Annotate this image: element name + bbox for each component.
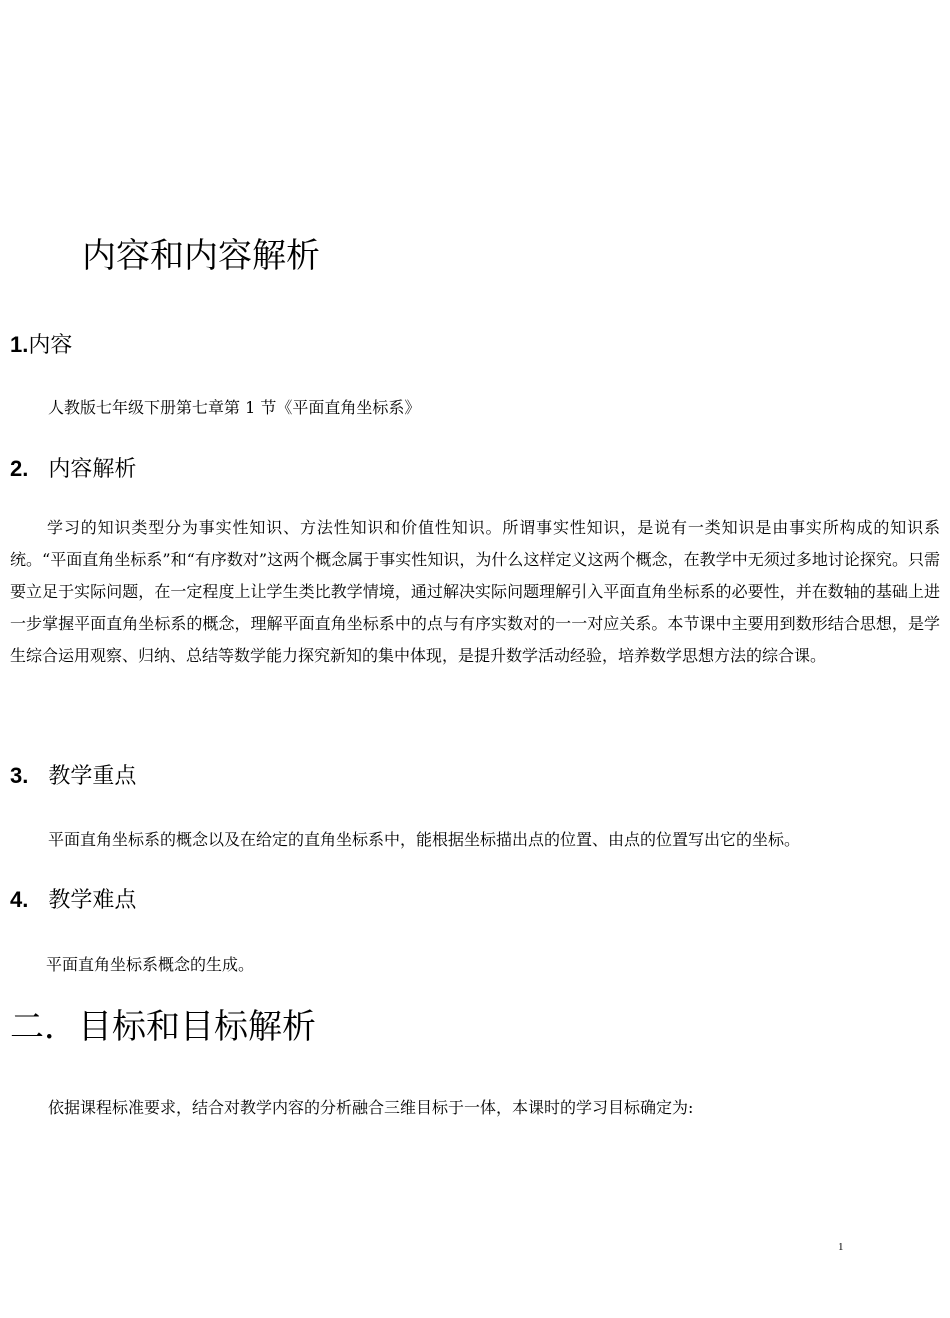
- subheading-title: 内容: [28, 333, 73, 358]
- teaching-difficulty-text: 平面直角坐标系概念的生成。: [46, 955, 255, 974]
- content-text: 人教版七年级下册第七章第 1 节《平面直角坐标系》: [48, 398, 421, 417]
- subheading-number: 3.: [10, 763, 29, 788]
- subheading-title: 教学难点: [48, 888, 137, 913]
- subheading-title: 教学重点: [48, 764, 137, 789]
- subheading-content-analysis: [10, 455, 136, 484]
- subheading-number: 2.: [10, 456, 29, 481]
- goals-intro-text: 依据课程标准要求，结合对教学内容的分析融合三维目标于一体，本课时的学习目标确定为:: [48, 1098, 694, 1117]
- subheading-teaching-focus: [10, 762, 136, 791]
- section-heading-content-analysis: 内容和内容解析: [82, 236, 320, 276]
- subheading-number: 4.: [10, 887, 29, 912]
- page-number: 1: [838, 1241, 844, 1253]
- section-heading-goals-analysis: 二．目标和目标解析: [10, 1007, 316, 1047]
- subheading-teaching-difficulty: [10, 886, 136, 915]
- subheading-title: 内容解析: [48, 457, 137, 482]
- subheading-content: [10, 331, 72, 360]
- content-analysis-paragraph: 学习的知识类型分为事实性知识、方法性知识和价值性知识。所谓事实性知识，是说有一类知识是由事实所构成的知识系统。“平面直角坐标系”和“有序数对”这两个概念属于事实性知识，为什么这样定义这两个概念，在教学中无须过多地讨论探究。只需要立足于实际问题，在一定程度上让学生类比教学情境，通过解决实际问题理解引入平面直角坐标系的必要性，并在数轴的基础上进一步掌握平面直角坐标系的概念，理解平面直角坐标系中的点与有序实数对的一一对应关系。本节课中主要用到数形结合思想，是学生综合运用观察、归纳、总结等数学能力探究新知的集中体现，是提升数学活动经验，培养数学思想方法的综合课。: [10, 518, 940, 665]
- teaching-focus-text: 平面直角坐标系的概念以及在给定的直角坐标系中，能根据坐标描出点的位置、由点的位置写出它的坐标。: [48, 830, 801, 849]
- subheading-number: 1.: [10, 332, 29, 357]
